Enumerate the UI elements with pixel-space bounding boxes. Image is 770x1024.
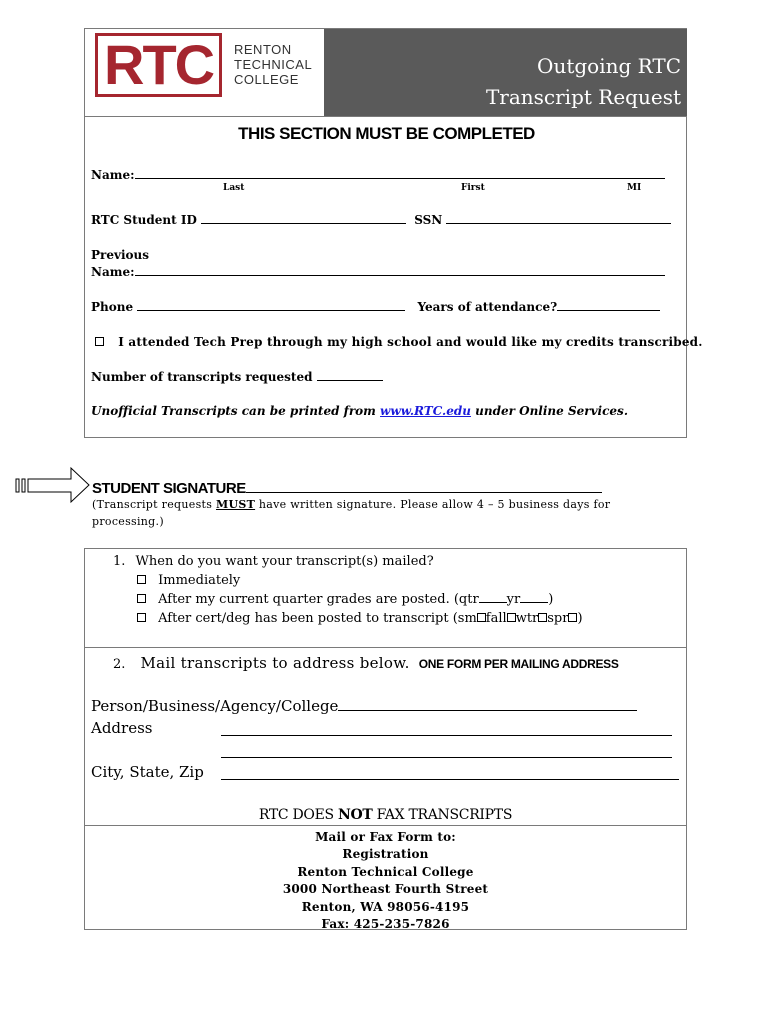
title-panel bbox=[324, 29, 687, 117]
form-title bbox=[486, 51, 681, 113]
address-row bbox=[91, 719, 152, 737]
person-field[interactable] bbox=[338, 710, 637, 711]
years-field[interactable] bbox=[557, 310, 660, 311]
previous-name-row bbox=[91, 265, 665, 279]
mail-info-divider bbox=[85, 825, 686, 826]
nofax-suffix: FAX TRANSCRIPTS bbox=[376, 807, 513, 823]
form-header bbox=[84, 28, 687, 117]
opt-spr: spr bbox=[547, 611, 569, 626]
summer-checkbox[interactable] bbox=[477, 613, 486, 622]
num-transcripts-label: Number of transcripts requested bbox=[91, 370, 313, 384]
unofficial-prefix: Unofficial Transcripts can be printed from bbox=[91, 404, 376, 418]
person-row bbox=[91, 697, 637, 715]
num-transcripts-row bbox=[91, 370, 383, 384]
address-field-1[interactable] bbox=[221, 735, 672, 736]
person-label: Person/Business/Agency/College bbox=[91, 697, 339, 715]
unofficial-suffix: under Online Services. bbox=[475, 404, 628, 418]
name-label: Name: bbox=[91, 168, 135, 182]
opt-after-quarter: After my current quarter grades are posted. (qtr bbox=[158, 592, 479, 607]
qtr-field[interactable] bbox=[479, 602, 507, 603]
mail-info-line2: Registration bbox=[342, 847, 429, 862]
unofficial-row bbox=[91, 404, 628, 418]
address-field-2[interactable] bbox=[221, 757, 672, 758]
opt-after-cert: After cert/deg has been posted to transcript (sm bbox=[158, 611, 477, 626]
name-field[interactable] bbox=[135, 178, 665, 179]
q2-bold: ONE FORM PER MAILING ADDRESS bbox=[418, 657, 619, 671]
address-label: Address bbox=[91, 719, 153, 737]
q2-row bbox=[113, 653, 619, 672]
student-id-label: RTC Student ID bbox=[91, 213, 197, 227]
college-name bbox=[234, 42, 312, 87]
q2-text: Mail transcripts to address below. bbox=[140, 654, 410, 672]
sublabel-first: First bbox=[461, 183, 485, 193]
after-quarter-checkbox[interactable] bbox=[137, 594, 146, 603]
rtc-website-link[interactable]: www.RTC.edu bbox=[380, 404, 471, 418]
techprep-row bbox=[95, 335, 703, 349]
opt-immediately-row bbox=[137, 573, 240, 588]
opt-after-quarter-end: ) bbox=[548, 592, 554, 607]
previous-name-field[interactable] bbox=[135, 275, 665, 276]
q1-text: When do you want your transcript(s) mailed? bbox=[135, 554, 434, 569]
opt-close: ) bbox=[577, 611, 583, 626]
signature-note-must: MUST bbox=[215, 498, 256, 511]
signature-note-prefix: (Transcript requests bbox=[92, 498, 213, 511]
student-id-field[interactable] bbox=[201, 223, 406, 224]
college-name-line1: RENTON bbox=[234, 42, 292, 57]
q1-row bbox=[113, 554, 434, 569]
q1-number: 1. bbox=[113, 554, 126, 569]
phone-field[interactable] bbox=[137, 310, 405, 311]
techprep-text: I attended Tech Prep through my high school and would like my credits transcribed. bbox=[118, 335, 703, 349]
mail-info-line4: 3000 Northeast Fourth Street bbox=[282, 882, 489, 897]
immediately-checkbox[interactable] bbox=[137, 575, 146, 584]
ssn-label: SSN bbox=[414, 213, 443, 227]
logo-text: RTC bbox=[104, 33, 214, 96]
signature-note-mid: have written signature. Please allow 4 – 5 business days for bbox=[258, 498, 611, 511]
signature-note bbox=[92, 498, 610, 511]
fall-checkbox[interactable] bbox=[507, 613, 516, 622]
mail-info-line1: Mail or Fax Form to: bbox=[315, 830, 456, 844]
city-row bbox=[91, 763, 204, 781]
mail-info-line6: Fax: 425-235-7826 bbox=[321, 917, 450, 932]
name-row bbox=[91, 168, 665, 182]
logo bbox=[95, 33, 222, 97]
nofax-prefix: RTC DOES bbox=[258, 807, 334, 823]
after-cert-checkbox[interactable] bbox=[137, 613, 146, 622]
nofax-not: NOT bbox=[337, 807, 373, 823]
winter-checkbox[interactable] bbox=[538, 613, 547, 622]
college-name-line3: COLLEGE bbox=[234, 72, 299, 87]
sublabel-mi: MI bbox=[627, 183, 642, 193]
city-label: City, State, Zip bbox=[91, 763, 204, 781]
no-fax-notice bbox=[85, 807, 686, 823]
arrow-right-icon bbox=[15, 465, 91, 505]
student-info-section bbox=[84, 116, 703, 438]
num-transcripts-field[interactable] bbox=[317, 380, 383, 381]
years-label: Years of attendance? bbox=[417, 300, 558, 314]
ssn-field[interactable] bbox=[446, 223, 671, 224]
mailing-section bbox=[84, 548, 687, 930]
signature-note-line2: processing.) bbox=[92, 515, 164, 528]
form-title-line1: Outgoing RTC bbox=[537, 54, 681, 78]
yr-field[interactable] bbox=[520, 602, 548, 603]
college-name-line2: TECHNICAL bbox=[234, 57, 313, 72]
phone-row bbox=[91, 300, 660, 314]
signature-field[interactable] bbox=[246, 492, 602, 493]
phone-label: Phone bbox=[91, 300, 134, 314]
sublabel-last: Last bbox=[223, 183, 245, 193]
student-id-row bbox=[91, 213, 671, 227]
opt-wtr: wtr bbox=[515, 611, 539, 626]
opt-immediately: Immediately bbox=[158, 573, 241, 588]
techprep-checkbox[interactable] bbox=[95, 337, 104, 346]
section-heading: THIS SECTION MUST BE COMPLETED bbox=[238, 124, 535, 143]
signature-row bbox=[92, 478, 602, 497]
opt-after-quarter-row bbox=[137, 592, 553, 607]
city-field[interactable] bbox=[221, 779, 679, 780]
opt-after-cert-row bbox=[137, 611, 583, 626]
mail-info-line3: Renton Technical College bbox=[297, 864, 474, 879]
mail-info-line5: Renton, WA 98056-4195 bbox=[301, 899, 470, 914]
opt-fall: fall bbox=[485, 611, 507, 626]
q2-number: 2. bbox=[113, 657, 126, 672]
form-title-line2: Transcript Request bbox=[485, 85, 681, 109]
mail-info bbox=[85, 829, 686, 933]
previous-label: Previous bbox=[91, 248, 149, 262]
opt-after-quarter-yr: yr bbox=[506, 592, 521, 607]
previous-name-label: Name: bbox=[91, 265, 135, 279]
signature-label: STUDENT SIGNATURE bbox=[92, 480, 246, 497]
section-divider bbox=[85, 647, 686, 648]
